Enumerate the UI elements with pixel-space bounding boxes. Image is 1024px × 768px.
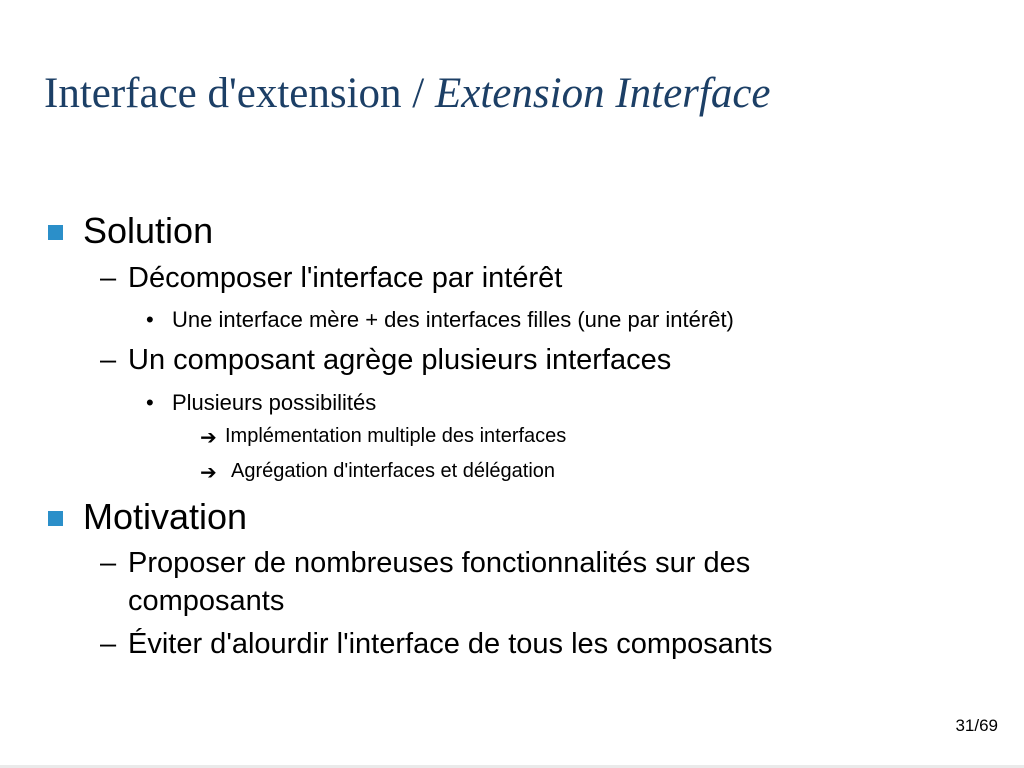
slide-title bbox=[44, 70, 771, 117]
dash-marker: – bbox=[100, 547, 117, 579]
bullet-proposer-line1: Proposer de nombreuses fonctionnalités sur des bbox=[128, 547, 751, 579]
right-arrow-icon: ➔ bbox=[200, 462, 217, 484]
bullet-solution: Solution bbox=[83, 210, 214, 251]
page-number: 31/69 bbox=[955, 716, 998, 735]
right-arrow-icon: ➔ bbox=[200, 427, 217, 449]
bullet-implementation: Implémentation multiple des interfaces bbox=[225, 425, 567, 447]
bullet-une-interface: Une interface mère + des interfaces filles (une par intérêt) bbox=[172, 307, 734, 332]
title-italic: Extension Interface bbox=[435, 70, 771, 117]
dash-marker: – bbox=[100, 628, 117, 660]
dash-marker: – bbox=[100, 262, 117, 294]
bullet-decomposer: Décomposer l'interface par intérêt bbox=[128, 262, 563, 294]
bullet-plusieurs: Plusieurs possibilités bbox=[172, 390, 377, 415]
bullet-agregation: Agrégation d'interfaces et délégation bbox=[231, 460, 556, 482]
bullet-eviter: Éviter d'alourdir l'interface de tous les composants bbox=[128, 628, 773, 660]
bullet-motivation: Motivation bbox=[83, 496, 248, 537]
square-bullet-icon bbox=[48, 511, 63, 526]
dash-marker: – bbox=[100, 344, 117, 376]
dot-marker: • bbox=[146, 390, 154, 415]
bullet-un-composant: Un composant agrège plusieurs interfaces bbox=[128, 344, 672, 376]
title-main: Interface d'extension / bbox=[44, 70, 435, 117]
dot-marker: • bbox=[146, 307, 154, 332]
square-bullet-icon bbox=[48, 225, 63, 240]
bullet-proposer-line2: composants bbox=[128, 585, 285, 617]
